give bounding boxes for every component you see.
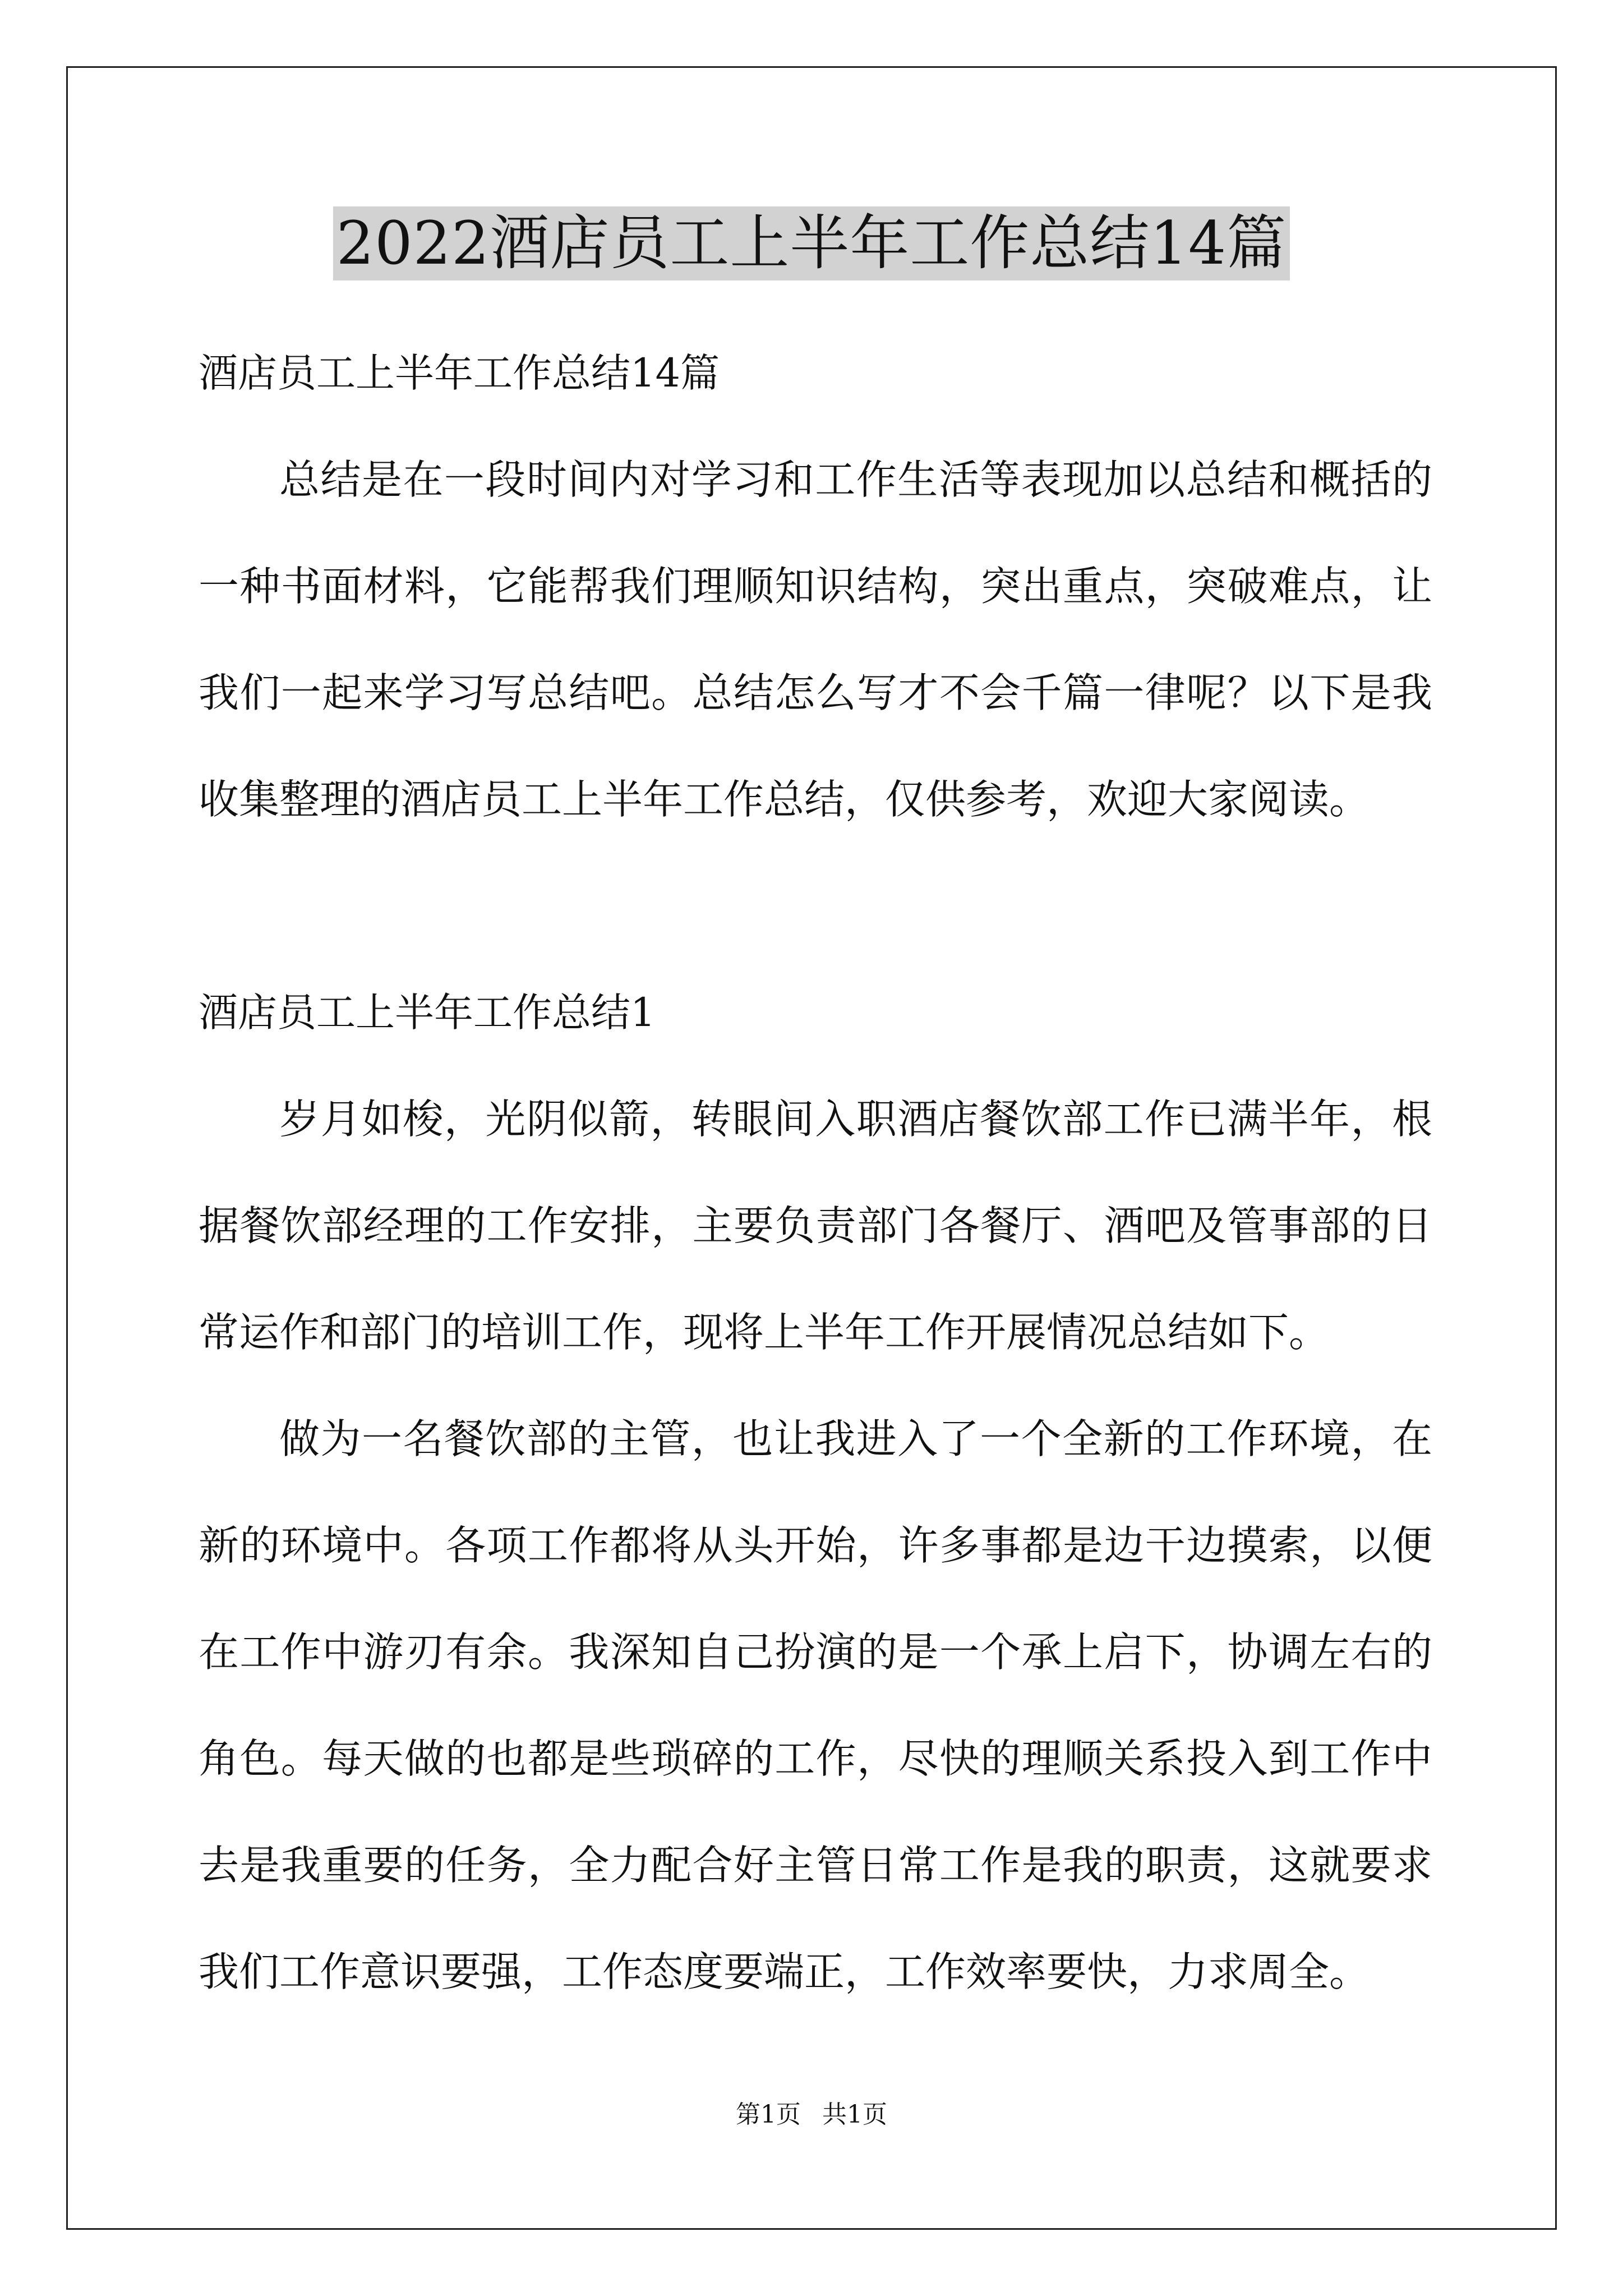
- document-subtitle: 酒店员工上半年工作总结14篇: [199, 350, 720, 396]
- section-heading: 酒店员工上半年工作总结1: [199, 990, 656, 1036]
- paragraph-line: 常运作和部门的培训工作，现将上半年工作开展情况总结如下。: [199, 1309, 1330, 1356]
- title-container: [0, 206, 1623, 280]
- paragraph-line: 我们工作意识要强，工作态度要端正，工作效率要快，力求周全。: [199, 1948, 1370, 1995]
- section-spacer: [199, 853, 1432, 959]
- paragraph-line: 在工作中游刃有余。我深知自己扮演的是一个承上启下，协调左右的: [199, 1628, 1432, 1676]
- intro-line: 一种书面材料，它能帮我们理顺知识结构，突出重点，突破难点，让: [199, 563, 1432, 610]
- document-title: 2022酒店员工上半年工作总结14篇: [333, 206, 1290, 280]
- paragraph-line: 做为一名餐饮部的主管，也让我进入了一个全新的工作环境，在: [279, 1415, 1432, 1462]
- page-total: 共1页: [822, 2100, 887, 2129]
- paragraph-line: 角色。每天做的也都是些琐碎的工作，尽快的理顺关系投入到工作中: [199, 1735, 1432, 1782]
- intro-line: 收集整理的酒店员工上半年工作总结，仅供参考，欢迎大家阅读。: [199, 776, 1370, 823]
- paragraph-line: 岁月如梭，光阴似箭，转眼间入职酒店餐饮部工作已满半年，根: [279, 1096, 1432, 1143]
- page-number: 第1页: [736, 2100, 801, 2129]
- document-body: [199, 320, 1432, 2025]
- page-footer: [0, 2098, 1623, 2132]
- intro-line: 总结是在一段时间内对学习和工作生活等表现加以总结和概括的: [279, 456, 1432, 503]
- paragraph-line: 新的环境中。各项工作都将从头开始，许多事都是边干边摸索，以便: [199, 1522, 1432, 1569]
- intro-line: 我们一起来学习写总结吧。总结怎么写才不会千篇一律呢？以下是我: [199, 669, 1432, 716]
- paragraph-line: 去是我重要的任务，全力配合好主管日常工作是我的职责，这就要求: [199, 1842, 1432, 1889]
- paragraph-line: 据餐饮部经理的工作安排，主要负责部门各餐厅、酒吧及管事部的日: [199, 1202, 1432, 1249]
